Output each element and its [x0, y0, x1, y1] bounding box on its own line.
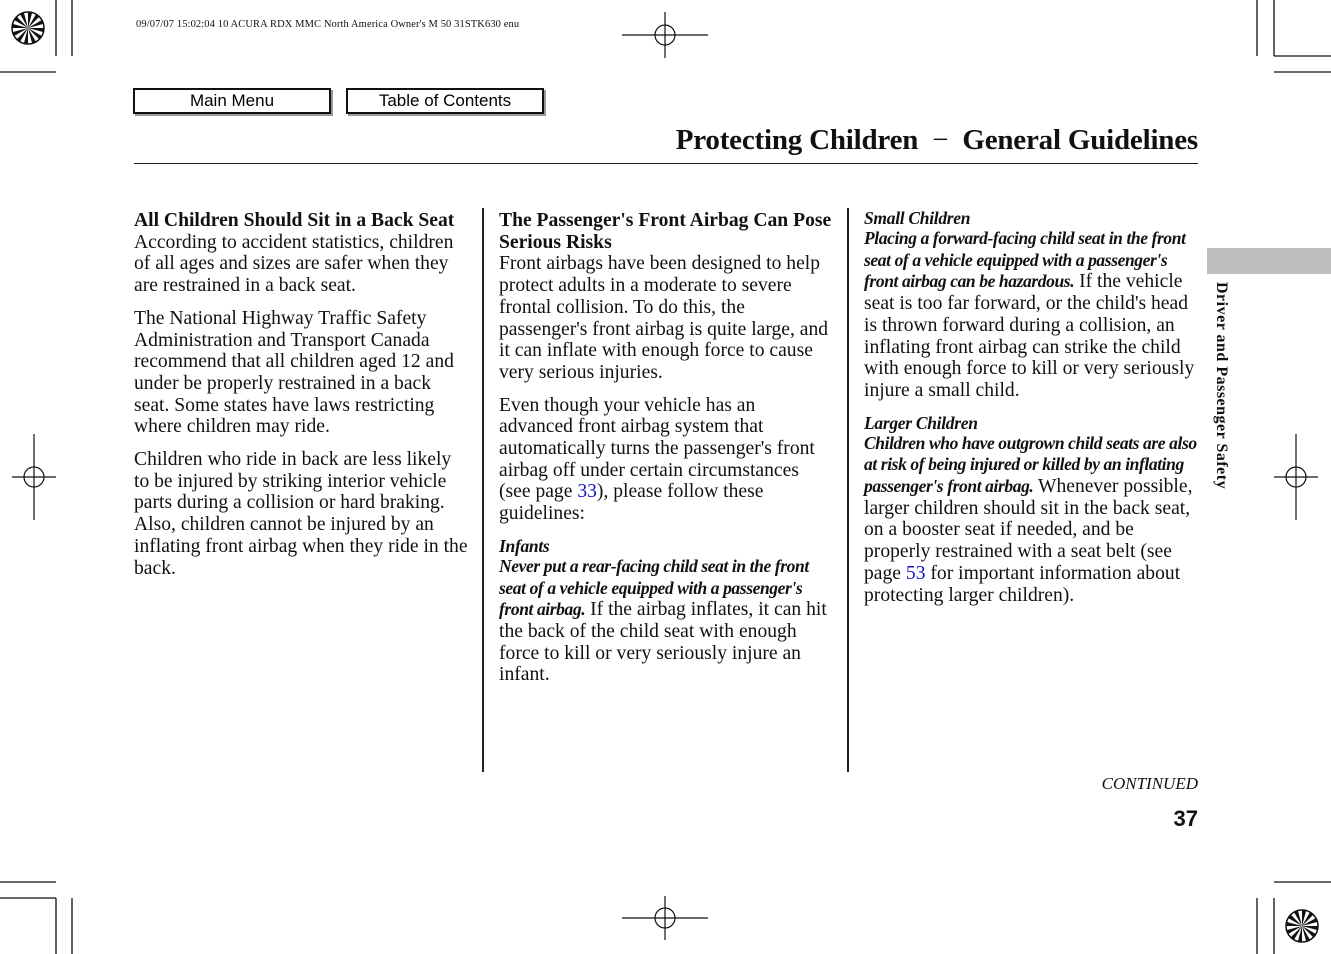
- page-title-topic: General Guidelines: [962, 124, 1198, 156]
- warning-paragraph: [499, 556, 834, 686]
- column-divider: [847, 208, 849, 772]
- warning-text: Children who have outgrown child seats are also at risk of being injured or killed by an inflating passenger's front airbag.: [864, 432, 1197, 497]
- page-title-section: Protecting Children: [675, 124, 919, 156]
- paragraph-text: Whenever possible, larger children should sit in the back seat, on a booster seat if needed, and be properly restrained with a seat belt (see page: [864, 476, 1193, 584]
- page-link-33[interactable]: 33: [577, 481, 597, 503]
- continued-label: CONTINUED: [1101, 774, 1198, 793]
- paragraph: Front airbags have been designed to help protect adults in a moderate to severe frontal collision. To do this, the passenger's front airbag is quite large, and it can inflate with enough force to cause very serious injuries.: [499, 253, 829, 383]
- page-link-53[interactable]: 53: [905, 562, 926, 584]
- subheading-infants: Infants: [499, 535, 550, 556]
- section-heading: All Children Should Sit in a Back Seat: [134, 210, 455, 231]
- warning-paragraph: [864, 433, 1199, 607]
- paragraph-text: If the airbag inflates, it can hit the back of the child seat with enough force to kill or very seriously injure an infant.: [499, 599, 827, 686]
- print-job-info: 09/07/07 15:02:04 10 ACURA RDX MMC North America Owner's M 50 31STK630 enu: [136, 19, 520, 30]
- registration-mark-top: [622, 12, 708, 58]
- subheading-larger-children: Larger Children: [864, 412, 978, 433]
- paragraph-text: Even though your vehicle has an advanced front airbag system that automatically turns the passenger's front airbag off under certain circumstances (see page: [499, 394, 815, 503]
- subheading-small-children: Small Children: [864, 208, 971, 228]
- column-3: [864, 208, 1199, 617]
- paragraph-text: If the vehicle seat is too far forward, or the child's head is thrown forward during a collision, an inflating front airbag can strike the child with enough force to kill or very seriously injure a small child.: [864, 271, 1195, 401]
- warning-paragraph: [864, 228, 1199, 402]
- side-tab-label: Driver and Passenger Safety: [1213, 282, 1230, 490]
- warning-text: Placing a forward-facing child seat in the front seat of a vehicle equipped with a passenger's front airbag can be hazardous.: [864, 228, 1186, 292]
- column-divider: [482, 208, 484, 772]
- column-2: [499, 210, 834, 697]
- main-menu-button[interactable]: Main Menu: [133, 88, 331, 114]
- paragraph: Children who ride in back are less likely to be injured by striking interior vehicle parts during a collision or hard braking. Also, children cannot be injured by an inflating front airbag when they ride in the back.: [134, 449, 468, 579]
- registration-mark-bottom: [622, 896, 708, 940]
- page-title: [676, 124, 1198, 157]
- paragraph: The National Highway Traffic Safety Administration and Transport Canada recommend that all children aged 12 and under be properly restrained in a back seat. Some states have laws restricting where children may ride.: [134, 307, 454, 438]
- page-number: 37: [1173, 806, 1198, 831]
- paragraph-text: for important information about protecting larger children).: [864, 562, 1181, 606]
- registration-mark-right: [1274, 434, 1318, 520]
- title-separator: −: [932, 124, 949, 156]
- paragraph: According to accident statistics, children of all ages and sizes are safer when they are restrained in a back seat.: [134, 231, 454, 297]
- section-tab-marker: [1207, 248, 1331, 274]
- section-heading: The Passenger's Front Airbag Can Pose Serious Risks: [499, 210, 832, 253]
- starburst-mark-bottom-right: [1286, 910, 1318, 942]
- paragraph-text: ), please follow these guidelines:: [499, 481, 764, 525]
- starburst-mark-top-left: [12, 12, 44, 44]
- paragraph: [499, 395, 834, 525]
- title-rule: [134, 163, 1198, 164]
- registration-mark-left: [12, 434, 56, 520]
- warning-text: Never put a rear-facing child seat in the front seat of a vehicle equipped with a passenger's front airbag.: [499, 555, 809, 620]
- column-1: [134, 210, 469, 590]
- table-of-contents-button[interactable]: Table of Contents: [346, 88, 544, 114]
